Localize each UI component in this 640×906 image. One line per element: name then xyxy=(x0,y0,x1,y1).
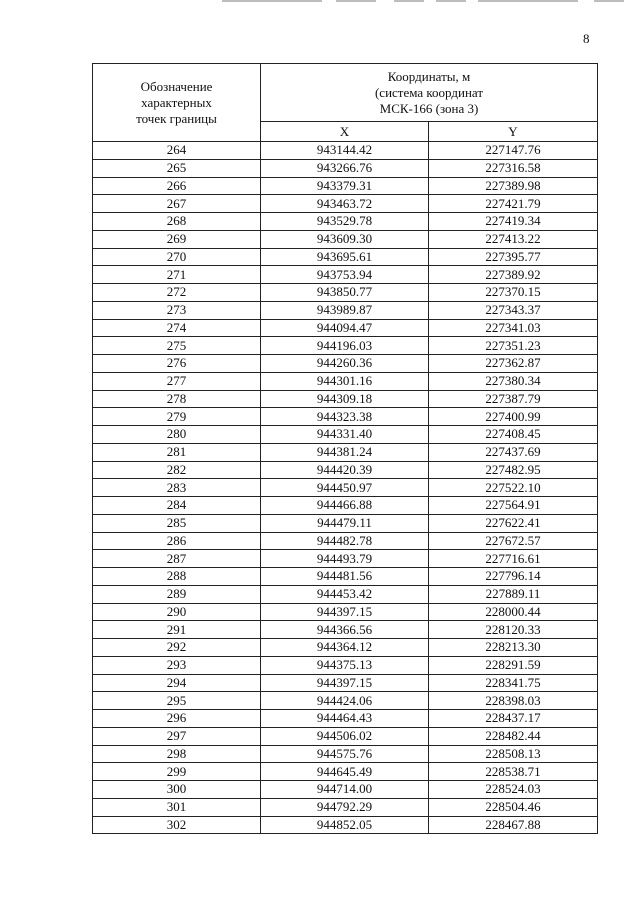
x-coordinate-cell: 943609.30 xyxy=(261,230,429,248)
x-coordinate-cell: 944331.40 xyxy=(261,426,429,444)
x-coordinate-cell: 944397.15 xyxy=(261,674,429,692)
point-id-cell: 301 xyxy=(93,798,261,816)
point-id-cell: 297 xyxy=(93,727,261,745)
table-row xyxy=(93,745,598,763)
y-coordinate-cell: 228467.88 xyxy=(429,816,598,834)
x-coordinate-cell: 944453.42 xyxy=(261,585,429,603)
table-row xyxy=(93,319,598,337)
x-coordinate-cell: 943989.87 xyxy=(261,301,429,319)
x-coordinate-cell: 944364.12 xyxy=(261,639,429,657)
x-coordinate-cell: 943753.94 xyxy=(261,266,429,284)
x-coordinate-cell: 944366.56 xyxy=(261,621,429,639)
y-coordinate-cell: 227351.23 xyxy=(429,337,598,355)
point-id-cell: 271 xyxy=(93,266,261,284)
y-coordinate-cell: 227316.58 xyxy=(429,159,598,177)
y-coordinate-cell: 228508.13 xyxy=(429,745,598,763)
x-coordinate-cell: 944260.36 xyxy=(261,355,429,373)
header-designation-line: точек границы xyxy=(136,110,217,126)
y-coordinate-cell: 228538.71 xyxy=(429,763,598,781)
x-coordinate-cell: 944852.05 xyxy=(261,816,429,834)
y-coordinate-cell: 227370.15 xyxy=(429,284,598,302)
point-id-cell: 294 xyxy=(93,674,261,692)
table-row xyxy=(93,479,598,497)
header-coordinates xyxy=(261,64,598,122)
table-row xyxy=(93,621,598,639)
table-row xyxy=(93,550,598,568)
boundary-points-table xyxy=(92,63,598,834)
table-row xyxy=(93,798,598,816)
point-id-cell: 289 xyxy=(93,585,261,603)
point-id-cell: 283 xyxy=(93,479,261,497)
y-coordinate-cell: 228504.46 xyxy=(429,798,598,816)
x-coordinate-cell: 944424.06 xyxy=(261,692,429,710)
x-coordinate-cell: 943144.42 xyxy=(261,142,429,160)
point-id-cell: 302 xyxy=(93,816,261,834)
y-coordinate-cell: 227889.11 xyxy=(429,585,598,603)
point-id-cell: 278 xyxy=(93,390,261,408)
table-row xyxy=(93,266,598,284)
table-row xyxy=(93,497,598,515)
y-coordinate-cell: 227421.79 xyxy=(429,195,598,213)
y-coordinate-cell: 228000.44 xyxy=(429,603,598,621)
table-row xyxy=(93,639,598,657)
point-id-cell: 269 xyxy=(93,230,261,248)
y-coordinate-cell: 227395.77 xyxy=(429,248,598,266)
table-row xyxy=(93,781,598,799)
point-id-cell: 288 xyxy=(93,568,261,586)
x-coordinate-cell: 944714.00 xyxy=(261,781,429,799)
table-row xyxy=(93,390,598,408)
table-row xyxy=(93,603,598,621)
y-coordinate-cell: 227796.14 xyxy=(429,568,598,586)
x-coordinate-cell: 944309.18 xyxy=(261,390,429,408)
table-row xyxy=(93,142,598,160)
x-coordinate-cell: 944792.29 xyxy=(261,798,429,816)
y-coordinate-cell: 227419.34 xyxy=(429,213,598,231)
x-coordinate-cell: 944381.24 xyxy=(261,443,429,461)
point-id-cell: 276 xyxy=(93,355,261,373)
x-coordinate-cell: 944450.97 xyxy=(261,479,429,497)
y-coordinate-cell: 227564.91 xyxy=(429,497,598,515)
table-row xyxy=(93,514,598,532)
point-id-cell: 300 xyxy=(93,781,261,799)
table-row xyxy=(93,763,598,781)
y-coordinate-cell: 227341.03 xyxy=(429,319,598,337)
x-coordinate-cell: 944196.03 xyxy=(261,337,429,355)
page-number: 8 xyxy=(583,31,590,46)
point-id-cell: 293 xyxy=(93,656,261,674)
table-row xyxy=(93,656,598,674)
y-coordinate-cell: 227482.95 xyxy=(429,461,598,479)
table-row xyxy=(93,568,598,586)
table-row xyxy=(93,727,598,745)
header-designation-line: Обозначение xyxy=(140,78,213,94)
x-coordinate-cell: 944482.78 xyxy=(261,532,429,550)
y-coordinate-cell: 227413.22 xyxy=(429,230,598,248)
header-designation-line: характерных xyxy=(141,94,212,110)
y-coordinate-cell: 227716.61 xyxy=(429,550,598,568)
point-id-cell: 277 xyxy=(93,372,261,390)
table-row xyxy=(93,195,598,213)
y-coordinate-cell: 227400.99 xyxy=(429,408,598,426)
table-row xyxy=(93,816,598,834)
table-row xyxy=(93,426,598,444)
y-coordinate-cell: 227522.10 xyxy=(429,479,598,497)
point-id-cell: 287 xyxy=(93,550,261,568)
table-row xyxy=(93,674,598,692)
x-coordinate-cell: 943266.76 xyxy=(261,159,429,177)
table-row xyxy=(93,284,598,302)
y-coordinate-cell: 228524.03 xyxy=(429,781,598,799)
y-coordinate-cell: 227380.34 xyxy=(429,372,598,390)
table-row xyxy=(93,585,598,603)
y-coordinate-cell: 227362.87 xyxy=(429,355,598,373)
y-coordinate-cell: 227408.45 xyxy=(429,426,598,444)
y-coordinate-cell: 227437.69 xyxy=(429,443,598,461)
x-coordinate-cell: 944466.88 xyxy=(261,497,429,515)
x-coordinate-cell: 944481.56 xyxy=(261,568,429,586)
point-id-cell: 267 xyxy=(93,195,261,213)
y-coordinate-cell: 228120.33 xyxy=(429,621,598,639)
table-row xyxy=(93,337,598,355)
header-designation xyxy=(93,64,261,142)
y-coordinate-cell: 227622.41 xyxy=(429,514,598,532)
x-coordinate-cell: 944323.38 xyxy=(261,408,429,426)
table-row xyxy=(93,461,598,479)
point-id-cell: 266 xyxy=(93,177,261,195)
x-coordinate-cell: 944375.13 xyxy=(261,656,429,674)
scan-edge-line xyxy=(478,0,578,2)
point-id-cell: 298 xyxy=(93,745,261,763)
point-id-cell: 299 xyxy=(93,763,261,781)
header-y: Y xyxy=(429,122,598,142)
x-coordinate-cell: 944493.79 xyxy=(261,550,429,568)
table-row xyxy=(93,408,598,426)
point-id-cell: 291 xyxy=(93,621,261,639)
x-coordinate-cell: 943379.31 xyxy=(261,177,429,195)
point-id-cell: 296 xyxy=(93,710,261,728)
table-row xyxy=(93,710,598,728)
y-coordinate-cell: 228341.75 xyxy=(429,674,598,692)
point-id-cell: 281 xyxy=(93,443,261,461)
point-id-cell: 286 xyxy=(93,532,261,550)
x-coordinate-cell: 944506.02 xyxy=(261,727,429,745)
x-coordinate-cell: 943529.78 xyxy=(261,213,429,231)
x-coordinate-cell: 944094.47 xyxy=(261,319,429,337)
scan-edge-line xyxy=(594,0,624,2)
point-id-cell: 282 xyxy=(93,461,261,479)
y-coordinate-cell: 227389.92 xyxy=(429,266,598,284)
table-row xyxy=(93,532,598,550)
table-row xyxy=(93,230,598,248)
point-id-cell: 284 xyxy=(93,497,261,515)
header-coordinates-line: (система координат xyxy=(374,84,484,100)
point-id-cell: 295 xyxy=(93,692,261,710)
table-row xyxy=(93,213,598,231)
point-id-cell: 273 xyxy=(93,301,261,319)
point-id-cell: 274 xyxy=(93,319,261,337)
header-x: X xyxy=(261,122,429,142)
x-coordinate-cell: 943850.77 xyxy=(261,284,429,302)
y-coordinate-cell: 228291.59 xyxy=(429,656,598,674)
x-coordinate-cell: 943463.72 xyxy=(261,195,429,213)
y-coordinate-cell: 228213.30 xyxy=(429,639,598,657)
table-row xyxy=(93,372,598,390)
point-id-cell: 292 xyxy=(93,639,261,657)
y-coordinate-cell: 228437.17 xyxy=(429,710,598,728)
point-id-cell: 268 xyxy=(93,213,261,231)
table-row xyxy=(93,159,598,177)
y-coordinate-cell: 227387.79 xyxy=(429,390,598,408)
point-id-cell: 285 xyxy=(93,514,261,532)
table-row xyxy=(93,355,598,373)
x-coordinate-cell: 944420.39 xyxy=(261,461,429,479)
x-coordinate-cell: 943695.61 xyxy=(261,248,429,266)
table-row xyxy=(93,177,598,195)
scan-edge-line xyxy=(336,0,376,2)
table-row xyxy=(93,443,598,461)
point-id-cell: 265 xyxy=(93,159,261,177)
x-coordinate-cell: 944464.43 xyxy=(261,710,429,728)
x-coordinate-cell: 944301.16 xyxy=(261,372,429,390)
x-coordinate-cell: 944575.76 xyxy=(261,745,429,763)
scan-edge-line xyxy=(222,0,322,2)
y-coordinate-cell: 227343.37 xyxy=(429,301,598,319)
point-id-cell: 275 xyxy=(93,337,261,355)
y-coordinate-cell: 227147.76 xyxy=(429,142,598,160)
table-row xyxy=(93,248,598,266)
header-coordinates-line: МСК-166 (зона 3) xyxy=(379,100,479,116)
point-id-cell: 279 xyxy=(93,408,261,426)
table-row xyxy=(93,692,598,710)
point-id-cell: 272 xyxy=(93,284,261,302)
x-coordinate-cell: 944645.49 xyxy=(261,763,429,781)
y-coordinate-cell: 228398.03 xyxy=(429,692,598,710)
scan-edge-line xyxy=(394,0,424,2)
table-row xyxy=(93,301,598,319)
y-coordinate-cell: 228482.44 xyxy=(429,727,598,745)
header-coordinates-line: Координаты, м xyxy=(387,68,471,84)
x-coordinate-cell: 944479.11 xyxy=(261,514,429,532)
point-id-cell: 290 xyxy=(93,603,261,621)
point-id-cell: 280 xyxy=(93,426,261,444)
x-coordinate-cell: 944397.15 xyxy=(261,603,429,621)
y-coordinate-cell: 227672.57 xyxy=(429,532,598,550)
point-id-cell: 270 xyxy=(93,248,261,266)
scan-edge-line xyxy=(436,0,466,2)
point-id-cell: 264 xyxy=(93,142,261,160)
y-coordinate-cell: 227389.98 xyxy=(429,177,598,195)
